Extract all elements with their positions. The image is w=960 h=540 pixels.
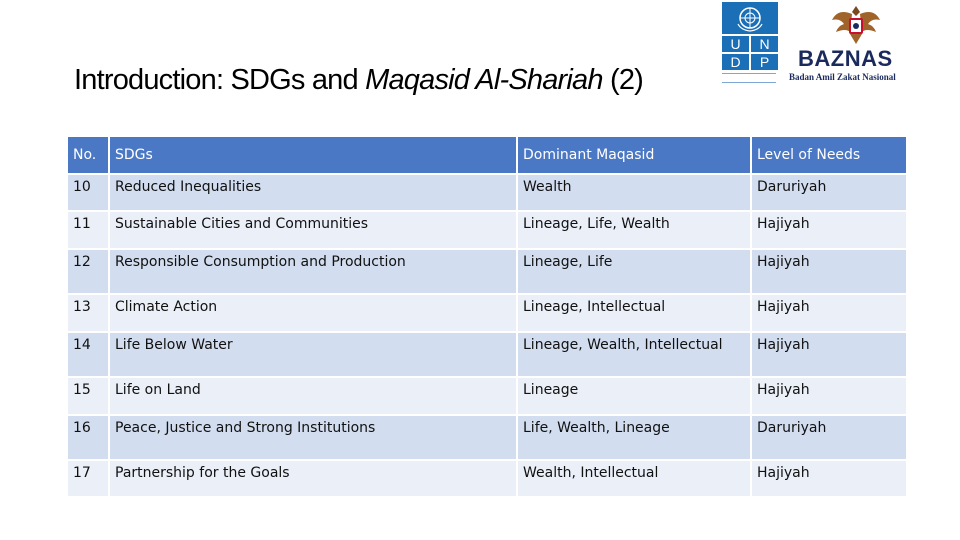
slide-title — [74, 64, 643, 97]
undp-letter: N — [751, 36, 778, 52]
cell-sdg: Partnership for the Goals — [109, 460, 517, 497]
header-level-of-needs: Level of Needs — [751, 136, 907, 174]
cell-level: Hajiyah — [751, 332, 907, 377]
baznas-logo — [788, 2, 930, 86]
undp-logo — [722, 2, 780, 86]
cell-sdg: Peace, Justice and Strong Institutions — [109, 415, 517, 460]
cell-no: 11 — [67, 211, 109, 249]
table-row — [67, 294, 907, 332]
table-row — [67, 249, 907, 294]
header-sdgs: SDGs — [109, 136, 517, 174]
undp-tagline — [722, 73, 776, 83]
cell-maqasid: Wealth — [517, 174, 751, 211]
title-italic: Maqasid Al-Shariah — [365, 64, 603, 96]
cell-level: Hajiyah — [751, 377, 907, 415]
undp-letter: P — [751, 54, 778, 70]
cell-sdg: Climate Action — [109, 294, 517, 332]
cell-no: 10 — [67, 174, 109, 211]
cell-sdg: Life Below Water — [109, 332, 517, 377]
cell-sdg: Responsible Consumption and Production — [109, 249, 517, 294]
undp-letter: D — [722, 54, 749, 70]
title-prefix: Introduction: SDGs and — [74, 64, 366, 96]
cell-maqasid: Lineage, Intellectual — [517, 294, 751, 332]
garuda-emblem-icon — [830, 2, 882, 48]
title-suffix: (2) — [602, 64, 644, 96]
cell-sdg: Life on Land — [109, 377, 517, 415]
table-row — [67, 211, 907, 249]
table-row — [67, 415, 907, 460]
un-emblem-icon — [722, 2, 778, 34]
cell-sdg: Sustainable Cities and Communities — [109, 211, 517, 249]
undp-letter: U — [722, 36, 749, 52]
cell-no: 13 — [67, 294, 109, 332]
header-dominant-maqasid: Dominant Maqasid — [517, 136, 751, 174]
cell-maqasid: Lineage, Wealth, Intellectual — [517, 332, 751, 377]
table-row — [67, 377, 907, 415]
cell-no: 17 — [67, 460, 109, 497]
cell-level: Hajiyah — [751, 249, 907, 294]
cell-no: 16 — [67, 415, 109, 460]
table-row — [67, 174, 907, 211]
cell-maqasid: Lineage — [517, 377, 751, 415]
cell-no: 14 — [67, 332, 109, 377]
header-no: No. — [67, 136, 109, 174]
table-row — [67, 460, 907, 497]
cell-level: Daruriyah — [751, 174, 907, 211]
cell-level: Daruriyah — [751, 415, 907, 460]
sdg-maqasid-table — [66, 135, 908, 498]
cell-maqasid: Lineage, Life — [517, 249, 751, 294]
baznas-subtitle: Badan Amil Zakat Nasional — [789, 72, 896, 82]
cell-no: 15 — [67, 377, 109, 415]
cell-sdg: Reduced Inequalities — [109, 174, 517, 211]
cell-maqasid: Wealth, Intellectual — [517, 460, 751, 497]
cell-level: Hajiyah — [751, 460, 907, 497]
cell-maqasid: Lineage, Life, Wealth — [517, 211, 751, 249]
cell-no: 12 — [67, 249, 109, 294]
table-row — [67, 332, 907, 377]
baznas-wordmark: BAZNAS — [798, 46, 893, 71]
cell-level: Hajiyah — [751, 294, 907, 332]
cell-maqasid: Life, Wealth, Lineage — [517, 415, 751, 460]
cell-level: Hajiyah — [751, 211, 907, 249]
table-header-row — [67, 136, 907, 174]
